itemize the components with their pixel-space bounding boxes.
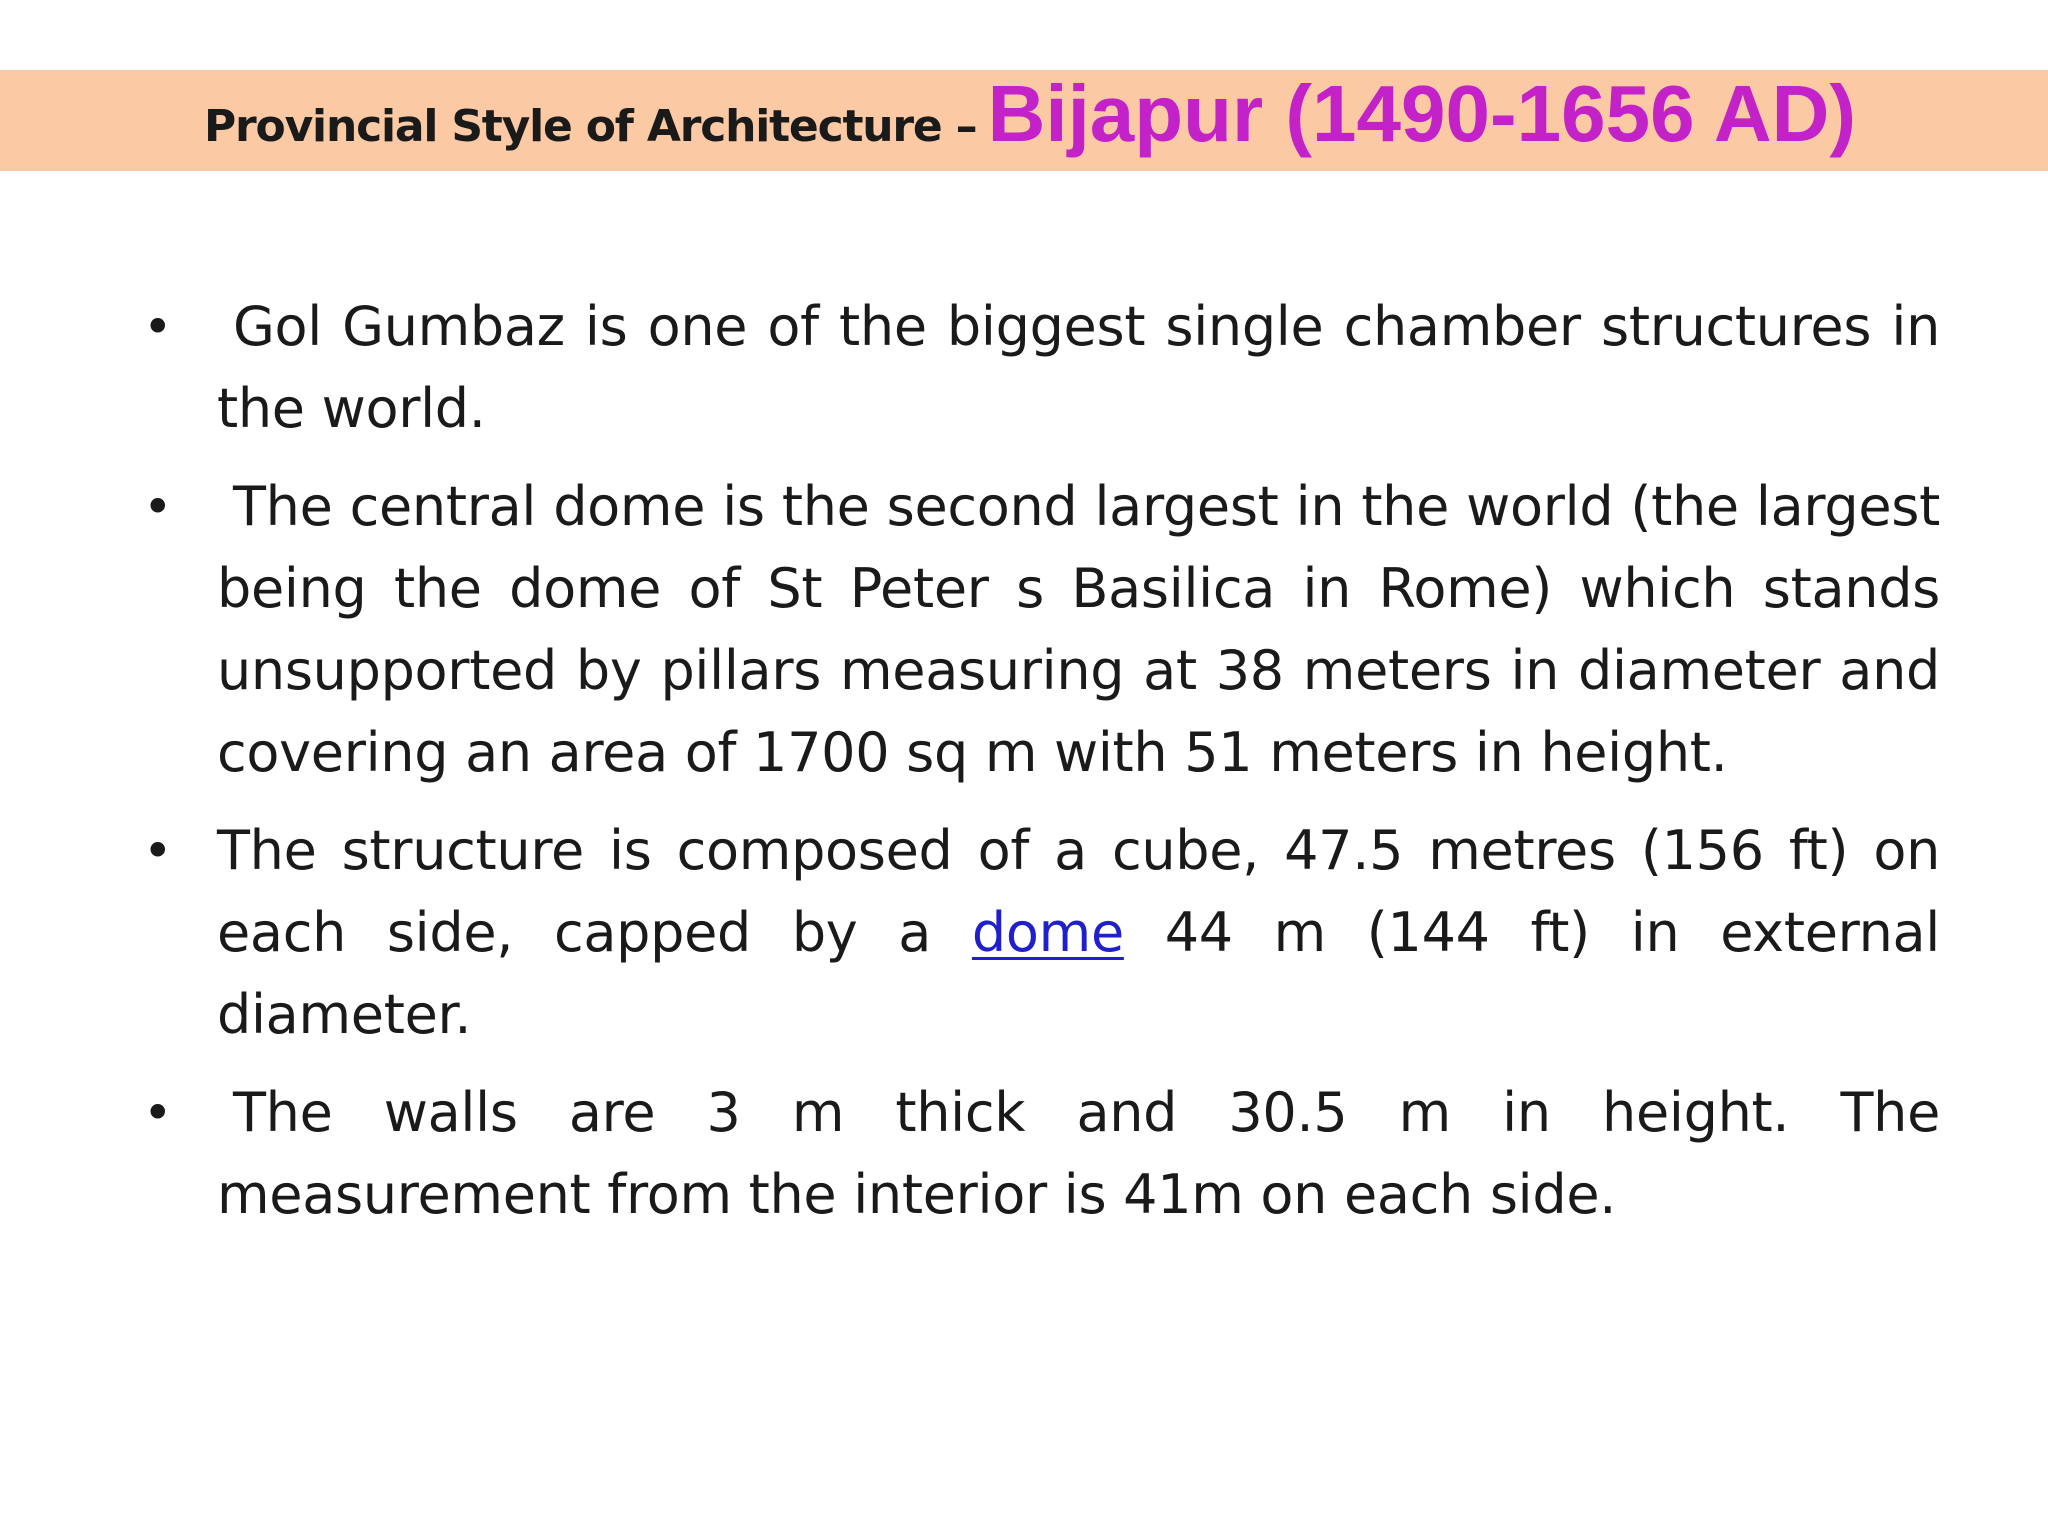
bullet-text: The central dome is the second largest in the world (the largest being the dome of St Peter s Basilica in Rome) which stands unsupported by pillars measuring at 38 meters in diameter and covering an area of 1700 sq m with 51 meters in height. (217, 475, 1940, 784)
bullet-item-structure (135, 810, 1940, 1056)
bullet-text: The walls are 3 m thick and 30.5 m in height. The measurement from the interior is 41m on each side. (217, 1081, 1940, 1226)
bullet-marker: • (143, 822, 173, 880)
bullet-text: Gol Gumbaz is one of the biggest single chamber structures in the world. (217, 295, 1940, 440)
dome-link[interactable]: dome (971, 901, 1124, 964)
bullet-item-central-dome (135, 466, 1940, 794)
slide-title (204, 69, 1857, 158)
bullet-list (135, 286, 1940, 1252)
bullet-marker: • (143, 1084, 173, 1142)
title-highlight: Bijapur (1490-1656 AD) (987, 69, 1857, 158)
bullet-marker: • (143, 478, 173, 536)
bullet-item-gol-gumbaz (135, 286, 1940, 450)
bullet-item-walls (135, 1072, 1940, 1236)
bullet-text: The structure is composed of a cube, 47.5 metres (156 ft) on each side, capped by a dome 44 m (144 ft) in external diameter. (217, 819, 1940, 1046)
bullet-marker: • (143, 298, 173, 356)
title-prefix: Provincial Style of Architecture – (204, 101, 977, 152)
